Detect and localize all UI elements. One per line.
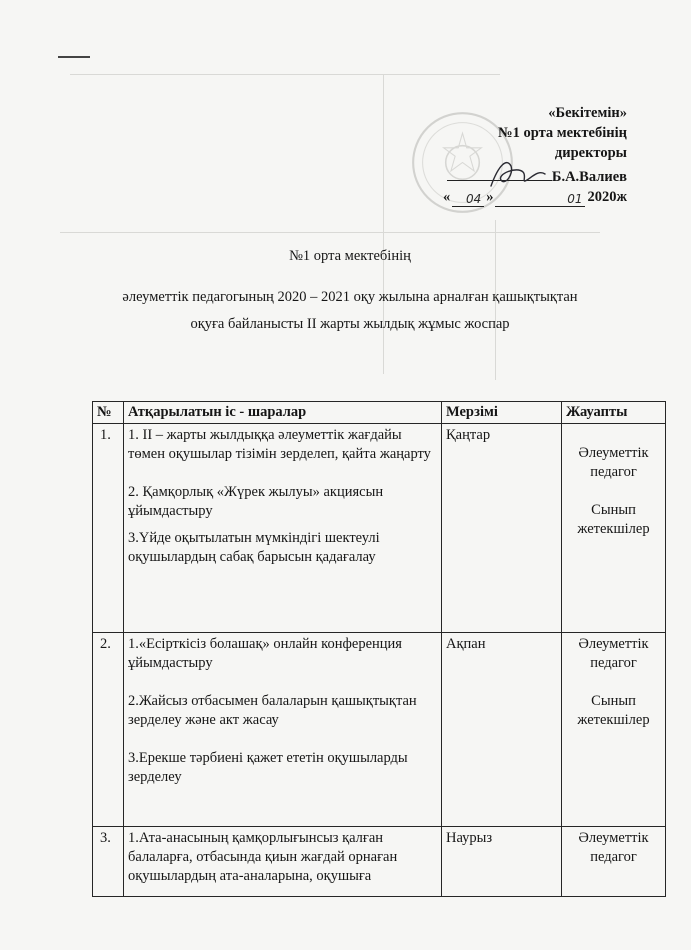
activity-item: 3.Үйде оқытылатын мүмкіндігі шектеулі оқушылардың сабақ барысын қадағалау — [128, 530, 380, 565]
activity-item: 2. Қамқорлық «Жүрек жылуы» акциясын ұйымдастыру — [128, 484, 384, 519]
table-header-row — [93, 402, 666, 424]
dash-mark — [58, 56, 90, 58]
activity-item: 2.Жайсыз отбасымен балаларын қашықтықтан зерделеу және акт жасау — [128, 693, 417, 728]
approval-heading: «Бекітемін» — [548, 105, 627, 121]
date-day-blank — [452, 189, 484, 207]
responsible-item: Сынып жетекшілер — [577, 502, 650, 537]
header-number: № — [93, 402, 124, 424]
responsible-item: Әлеуметтік педагог — [578, 636, 649, 671]
activity-item: 1. ІІ – жарты жылдыққа әлеуметтік жағдайы төмен оқушылар тізімін зерделеп, қайта жаңарту — [128, 427, 431, 462]
bleed-through-line — [70, 74, 500, 75]
row-number: 3. — [93, 827, 124, 897]
activity-item: 3.Ерекше тәрбиені қажет ететін оқушыларды зерделеу — [128, 750, 408, 785]
row-responsible — [562, 827, 666, 897]
responsible-item: Әлеуметтік педагог — [578, 830, 649, 865]
table-row — [93, 424, 666, 633]
approval-name: Б.А.Валиев — [551, 169, 627, 185]
responsible-item: Әлеуметтік педагог — [578, 445, 649, 480]
row-responsible — [562, 424, 666, 633]
row-activities — [124, 424, 442, 633]
date-month: 01 — [567, 192, 583, 206]
bleed-through-line — [60, 232, 600, 233]
responsible-item: Сынып жетекшілер — [577, 693, 650, 728]
date-day: 04 — [465, 192, 482, 206]
row-activities — [124, 827, 442, 897]
table-row — [93, 633, 666, 827]
approval-position: директоры — [554, 145, 627, 161]
row-term: Наурыз — [442, 827, 562, 897]
header-activities: Атқарылатын іс - шаралар — [124, 402, 442, 424]
row-number: 1. — [93, 424, 124, 633]
row-activities — [124, 633, 442, 827]
date-quote-close: » — [486, 189, 494, 205]
row-number: 2. — [93, 633, 124, 827]
plan-title-line-2: әлеуметтік педагогының 2020 – 2021 оқу жылына арналған қашықтықтан — [122, 289, 578, 305]
row-responsible — [562, 633, 666, 827]
row-term: Қаңтар — [442, 424, 562, 633]
header-term: Мерзімі — [442, 402, 562, 424]
signature-icon — [487, 156, 549, 192]
work-plan-table — [92, 401, 666, 897]
date-quote-open: « — [442, 189, 451, 205]
plan-title-line-1: №1 орта мектебінің — [289, 248, 411, 264]
approval-organization: №1 орта мектебінің — [498, 125, 627, 141]
date-year: 2020ж — [587, 189, 627, 205]
table-row — [93, 827, 666, 897]
row-term: Ақпан — [442, 633, 562, 827]
plan-title-line-3: оқуға байланысты ІІ жарты жылдық жұмыс жоспар — [190, 316, 510, 332]
activity-item: 1.«Есірткісіз болашақ» онлайн конференция ұйымдастыру — [128, 636, 402, 671]
header-responsible: Жауапты — [562, 402, 666, 424]
activity-item: 1.Ата-анасының қамқорлығынсыз қалған балаларға, отбасында қиын жағдай орнаған оқушылардың ата-аналарына, оқушыға — [128, 830, 398, 884]
